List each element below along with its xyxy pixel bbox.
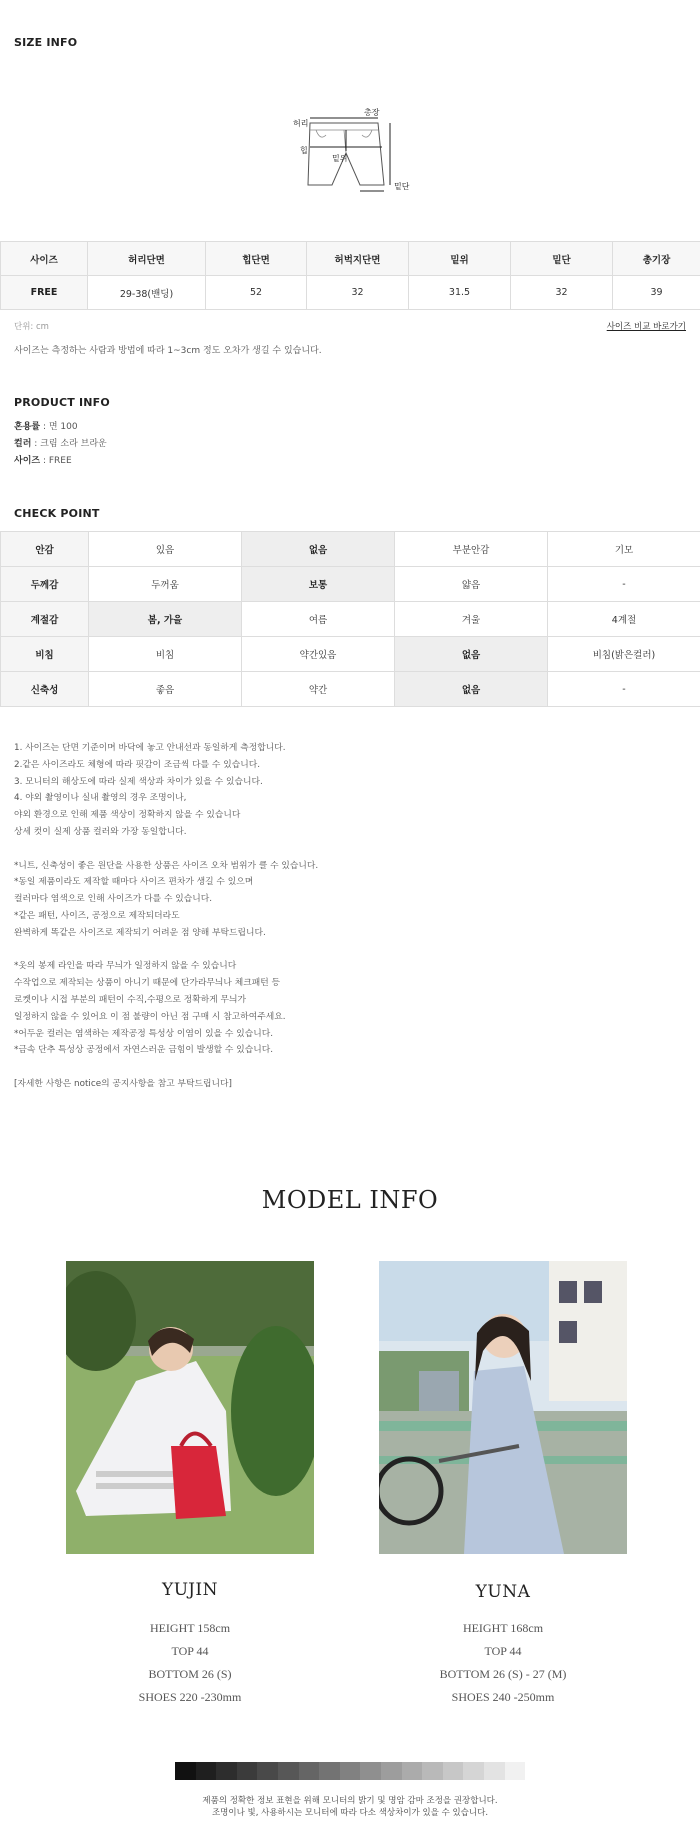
diagram-label-rise: 밑위 — [332, 154, 348, 163]
model-bottom-yujin: BOTTOM 26 (S) — [148, 1667, 232, 1681]
footer-note-1: 제품의 정확한 정보 표현을 위해 모니터의 밝기 및 명암 감마 조정을 권장합니다. — [202, 1796, 498, 1806]
check-point-table — [0, 531, 700, 707]
notice-line: 컬러마다 염색으로 인해 사이즈가 다를 수 있습니다. — [14, 894, 213, 905]
notice-line: 일정하지 않을 수 있어요 이 점 불량이 아닌 점 구매 시 참고하여주세요. — [14, 1011, 286, 1022]
size-table — [0, 241, 700, 310]
rise-header: 밑위 — [409, 242, 511, 276]
size-info-title: SIZE INFO — [14, 36, 78, 49]
check-point-row — [1, 567, 700, 602]
unit-label: 단위: cm — [14, 322, 49, 332]
notice-line: 수작업으로 제작되는 상품이 아니기 때문에 단가라무늬나 체크패턴 등 — [14, 978, 281, 989]
gray-swatch — [484, 1762, 505, 1780]
check-point-option-selected: 없음 — [395, 637, 548, 672]
gray-swatch — [237, 1762, 258, 1780]
check-point-option: 여름 — [242, 602, 395, 637]
gray-swatch — [175, 1762, 196, 1780]
check-point-option: 두꺼움 — [89, 567, 242, 602]
thigh-header: 허벅지단면 — [307, 242, 409, 276]
check-point-option: 4계절 — [548, 602, 700, 637]
table-row — [1, 276, 700, 310]
check-point-label: 두께감 — [1, 567, 89, 602]
notice-line: *어두운 컬러는 염색하는 제작공정 특성상 이염이 있을 수 있습니다. — [14, 1028, 274, 1039]
gray-swatch — [196, 1762, 217, 1780]
product-info-title: PRODUCT INFO — [14, 396, 110, 409]
notice-line — [14, 1059, 318, 1076]
check-point-option: 좋음 — [89, 672, 242, 707]
hip-cell: 52 — [206, 276, 307, 310]
size-header: 사이즈 — [1, 242, 88, 276]
diagram-label-hem: 밑단 — [394, 182, 410, 191]
notice-line: 4. 야외 촬영이나 실내 촬영의 경우 조명이나, — [14, 793, 187, 804]
notice-line: 완벽하게 똑같은 사이즈로 제작되기 어려운 점 양해 부탁드립니다. — [14, 927, 266, 938]
check-point-option: 얇음 — [395, 567, 548, 602]
check-point-option: 있음 — [89, 532, 242, 567]
model-top-yuna: TOP 44 — [484, 1644, 522, 1658]
gray-swatch — [422, 1762, 443, 1780]
model-height-yuna: HEIGHT 168cm — [462, 1621, 544, 1635]
hem-cell: 32 — [511, 276, 613, 310]
model-info-title: MODEL INFO — [261, 1186, 439, 1214]
check-point-row — [1, 602, 700, 637]
grayscale-calibration-bar — [175, 1762, 525, 1780]
check-point-option-selected: 봄, 가을 — [89, 602, 242, 637]
product-info-line — [14, 436, 107, 453]
gray-swatch — [360, 1762, 381, 1780]
check-point-label: 계절감 — [1, 602, 89, 637]
gray-swatch — [319, 1762, 340, 1780]
model-shoes-yuna: SHOES 240 -250mm — [451, 1690, 555, 1704]
check-point-option: 비침(밝은컬러) — [548, 637, 700, 672]
check-point-option-selected: 보통 — [242, 567, 395, 602]
rise-cell: 31.5 — [409, 276, 511, 310]
thigh-cell: 32 — [307, 276, 409, 310]
color-label: 컬러 — [14, 439, 32, 449]
size-value: : FREE — [42, 456, 72, 466]
notice-line — [14, 841, 318, 858]
notice-line: [자세한 사항은 notice의 공지사항을 참고 부탁드립니다] — [14, 1078, 232, 1089]
notice-line: 3. 모니터의 해상도에 따라 실제 색상과 차이가 있을 수 있습니다. — [14, 776, 263, 787]
product-info-list — [14, 419, 107, 470]
gray-swatch — [340, 1762, 361, 1780]
footer-note-2: 조명이나 빛, 사용하시는 모니터에 따라 다소 색상차이가 있을 수 있습니다. — [211, 1808, 489, 1818]
length-cell: 39 — [613, 276, 700, 310]
notice-line: *옷의 봉제 라인을 따라 무늬가 일정하지 않을 수 있습니다 — [14, 961, 237, 972]
notice-line: 야외 환경으로 인해 제품 색상이 정확하지 않을 수 있습니다 — [14, 810, 241, 821]
check-point-row — [1, 672, 700, 707]
product-info-line — [14, 453, 107, 470]
check-point-option: 겨울 — [395, 602, 548, 637]
check-point-option: - — [548, 567, 700, 602]
waist-cell: 29-38(밴딩) — [88, 276, 206, 310]
check-point-label: 신축성 — [1, 672, 89, 707]
gray-swatch — [257, 1762, 278, 1780]
gray-swatch — [443, 1762, 464, 1780]
gray-swatch — [278, 1762, 299, 1780]
shorts-diagram — [288, 105, 418, 195]
check-point-option: 약간있음 — [242, 637, 395, 672]
check-point-option-selected: 없음 — [242, 532, 395, 567]
diagram-label-length: 총장 — [364, 108, 380, 117]
model-photo-yuna — [379, 1261, 627, 1554]
notice-list — [14, 740, 318, 1093]
gray-swatch — [299, 1762, 320, 1780]
check-point-label: 비침 — [1, 637, 89, 672]
model-name-yuna: YUNA — [475, 1582, 531, 1602]
notice-line: *니트, 신축성이 좋은 원단을 사용한 상품은 사이즈 오차 범위가 클 수 있습니다. — [14, 860, 319, 871]
length-header: 총기장 — [613, 242, 700, 276]
size-label: 사이즈 — [14, 456, 41, 466]
gray-swatch — [463, 1762, 484, 1780]
notice-line: 1. 사이즈는 단면 기준이며 바닥에 놓고 안내선과 동일하게 측정합니다. — [14, 743, 286, 753]
check-point-option: 비침 — [89, 637, 242, 672]
check-point-title: CHECK POINT — [14, 507, 100, 520]
model-bottom-yuna: BOTTOM 26 (S) - 27 (M) — [439, 1667, 567, 1681]
diagram-label-hip: 힙 — [300, 146, 308, 155]
check-point-label: 안감 — [1, 532, 89, 567]
check-point-option: 약간 — [242, 672, 395, 707]
check-point-row — [1, 532, 700, 567]
model-name-yujin: YUJIN — [162, 1580, 218, 1600]
fabric-value: : 면 100 — [42, 422, 78, 432]
gray-swatch — [505, 1762, 526, 1780]
product-info-line — [14, 419, 107, 436]
check-point-option: - — [548, 672, 700, 707]
check-point-option: 기모 — [548, 532, 700, 567]
gray-swatch — [216, 1762, 237, 1780]
gray-swatch — [402, 1762, 423, 1780]
notice-line: *금속 단추 특성상 공정에서 자연스러운 금힘이 발생할 수 있습니다. — [14, 1045, 274, 1056]
notice-line: 2.같은 사이즈라도 체형에 따라 핏감이 조금씩 다를 수 있습니다. — [14, 759, 261, 770]
waist-header: 허리단면 — [88, 242, 206, 276]
size-table-header — [1, 242, 700, 276]
check-point-option: 부분안감 — [395, 532, 548, 567]
hip-header: 힙단면 — [206, 242, 307, 276]
size-compare-link[interactable]: 사이즈 비교 바로가기 — [606, 322, 686, 332]
hem-header: 밑단 — [511, 242, 613, 276]
color-value: : 크림 소라 브라운 — [34, 439, 107, 449]
fabric-label: 혼용률 — [14, 422, 41, 432]
notice-line — [14, 942, 318, 959]
notice-line: *같은 패턴, 사이즈, 공정으로 제작되더라도 — [14, 910, 180, 921]
model-height-yujin: HEIGHT 158cm — [149, 1621, 231, 1635]
notice-line: 상세 컷이 실제 상품 컬러와 가장 동일합니다. — [14, 826, 187, 837]
gray-swatch — [381, 1762, 402, 1780]
model-photo-yujin — [66, 1261, 314, 1554]
check-point-row — [1, 637, 700, 672]
size-cell: FREE — [1, 276, 88, 310]
diagram-label-waist: 허리 — [293, 119, 309, 128]
model-top-yujin: TOP 44 — [171, 1644, 209, 1658]
notice-line: *동일 제품이라도 제작할 때마다 사이즈 편차가 생길 수 있으며 — [14, 877, 254, 888]
size-note: 사이즈는 측정하는 사람과 방법에 따라 1~3cm 정도 오차가 생길 수 있습니다. — [14, 346, 322, 356]
model-shoes-yujin: SHOES 220 -230mm — [138, 1690, 242, 1704]
check-point-option-selected: 없음 — [395, 672, 548, 707]
notice-line: 로켓이나 시접 부분의 패턴이 수직,수평으로 정확하게 무늬가 — [14, 994, 247, 1005]
